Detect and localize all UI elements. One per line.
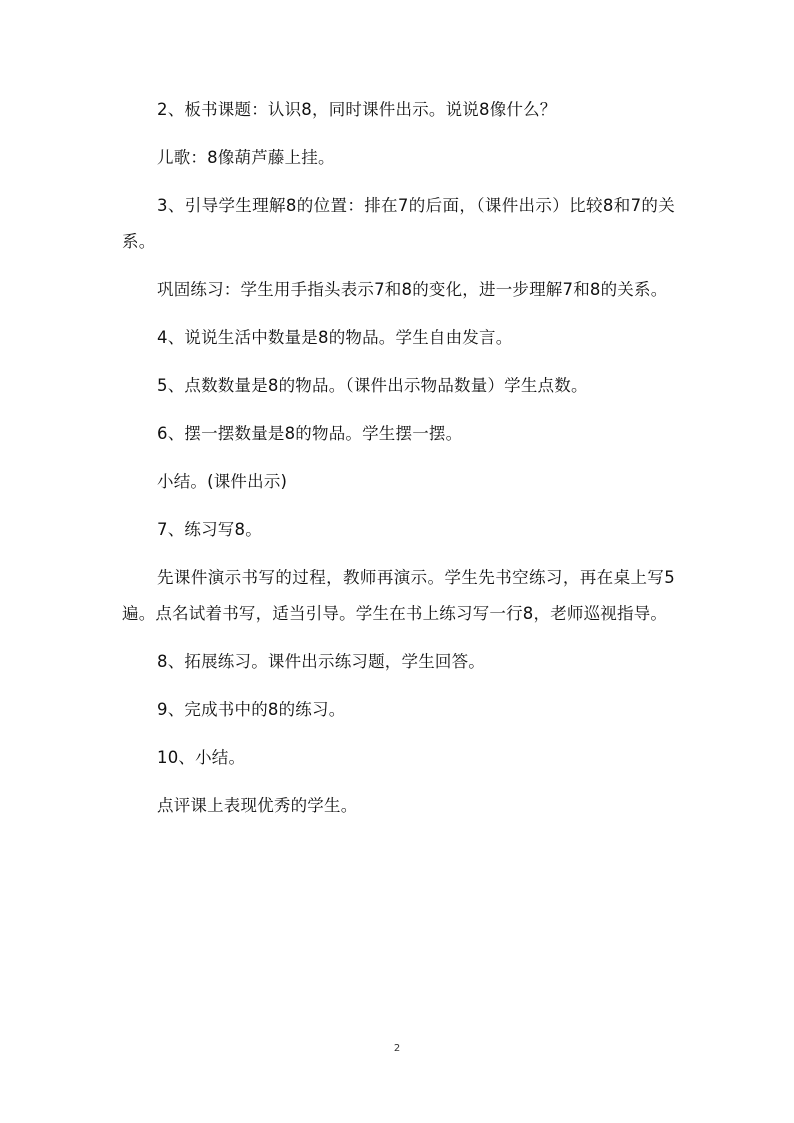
paragraph-1: 2、板书课题：认识8，同时课件出示。说说8像什么？ bbox=[157, 100, 557, 119]
paragraph-6: 5、点数数量是8的物品。（课件出示物品数量）学生点数。 bbox=[157, 376, 588, 395]
paragraph-11: 8、拓展练习。课件出示练习题，学生回答。 bbox=[157, 652, 485, 671]
paragraph-8: 小结。(课件出示) bbox=[157, 472, 288, 491]
paragraph-3: 3、引导学生理解8的位置：排在7的后面，（课件出示）比较8和7的关系。 bbox=[122, 196, 675, 251]
paragraph-10: 先课件演示书写的过程，教师再演示。学生先书空练习，再在桌上写5遍。点名试着书写，适当引导。学生在书上练习写一行8，老师巡视指导。 bbox=[122, 568, 675, 623]
paragraph-12: 9、完成书中的8的练习。 bbox=[157, 700, 346, 719]
paragraph-2: 儿歌：8像葫芦藤上挂。 bbox=[157, 148, 335, 167]
paragraph-4: 巩固练习：学生用手指头表示7和8的变化，进一步理解7和8的关系。 bbox=[157, 280, 668, 299]
document-body bbox=[122, 92, 675, 824]
page-number: 2 bbox=[393, 1043, 401, 1054]
paragraph-5: 4、说说生活中数量是8的物品。学生自由发言。 bbox=[157, 328, 513, 347]
paragraph-13: 10、小结。 bbox=[157, 748, 246, 767]
paragraph-9: 7、练习写8。 bbox=[157, 520, 262, 539]
paragraph-7: 6、摆一摆数量是8的物品。学生摆一摆。 bbox=[157, 424, 463, 443]
paragraph-14: 点评课上表现优秀的学生。 bbox=[157, 796, 358, 815]
